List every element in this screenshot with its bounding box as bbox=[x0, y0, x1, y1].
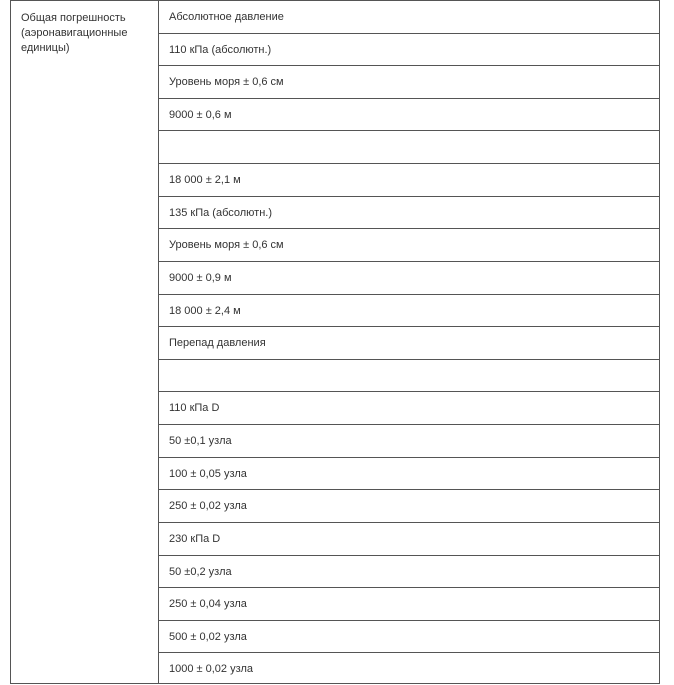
table-cell-value: 110 кПа D bbox=[169, 402, 220, 414]
accuracy-label-cell bbox=[10, 0, 158, 684]
table-row bbox=[158, 555, 660, 588]
table-row bbox=[158, 489, 660, 523]
table-row bbox=[158, 652, 660, 684]
table-cell-value: Абсолютное давление bbox=[169, 11, 284, 23]
table-cell-value: 18 000 ± 2,1 м bbox=[169, 174, 241, 186]
table-cell-value: 230 кПа D bbox=[169, 533, 221, 545]
table-cell-value: 1000 ± 0,02 узла bbox=[169, 663, 254, 675]
table-cell-value: Уровень моря ± 0,6 см bbox=[169, 76, 284, 88]
table-cell-value: Перепад давления bbox=[169, 337, 266, 349]
table-cell-value: 250 ± 0,04 узла bbox=[169, 598, 247, 610]
table-cell-value: 500 ± 0,02 узла bbox=[169, 631, 247, 643]
table-row bbox=[158, 196, 660, 229]
table-row bbox=[158, 359, 660, 392]
table-row bbox=[158, 294, 660, 327]
table-cell-value: 135 кПа (абсолютн.) bbox=[169, 207, 273, 219]
table-row bbox=[158, 98, 660, 131]
accuracy-label: Общая погрешность (аэронавигационные единицы) bbox=[21, 12, 128, 54]
table-row bbox=[158, 0, 660, 34]
table-row bbox=[158, 424, 660, 458]
table-row bbox=[158, 522, 660, 556]
table-row bbox=[158, 33, 660, 66]
table-row bbox=[158, 620, 660, 653]
table-row bbox=[158, 261, 660, 295]
table-cell-value: 9000 ± 0,9 м bbox=[169, 272, 232, 284]
table-cell-value: 250 ± 0,02 узла bbox=[169, 500, 247, 512]
table-row bbox=[158, 587, 660, 621]
table-row bbox=[158, 457, 660, 490]
table-cell-value: 50 ±0,1 узла bbox=[169, 435, 232, 447]
table-row bbox=[158, 163, 660, 197]
table-cell-value: 100 ± 0,05 узла bbox=[169, 468, 247, 480]
table-row bbox=[158, 65, 660, 99]
table-cell-value: 110 кПа (абсолютн.) bbox=[169, 44, 272, 56]
table-row bbox=[158, 228, 660, 262]
value-column bbox=[158, 0, 660, 685]
table-cell-value: 18 000 ± 2,4 м bbox=[169, 305, 241, 317]
table-cell-value: 50 ±0,2 узла bbox=[169, 566, 232, 578]
table-cell-value: Уровень моря ± 0,6 см bbox=[169, 239, 284, 251]
table-row bbox=[158, 326, 660, 360]
table-row bbox=[158, 130, 660, 164]
table-row bbox=[158, 391, 660, 425]
spec-table bbox=[10, 0, 660, 685]
table-cell-value: 9000 ± 0,6 м bbox=[169, 109, 232, 121]
